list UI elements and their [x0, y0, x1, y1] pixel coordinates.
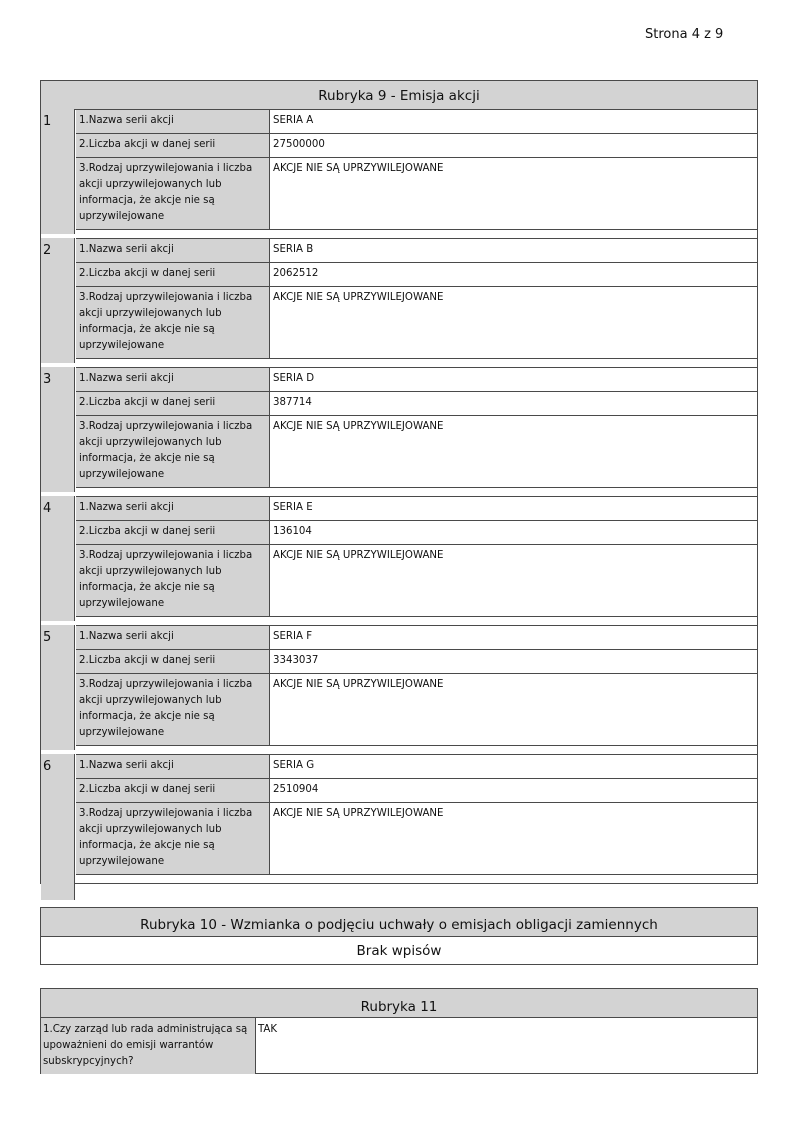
no-entries-text: Brak wpisów [356, 943, 442, 959]
field-value: 3343037 [273, 655, 319, 666]
field-value: 136104 [273, 526, 312, 537]
field-label: 3.Rodzaj uprzywilejowania i liczba akcji uprzywilejowanych lub informacja, że akcje nie są uprzywilejowane [76, 416, 270, 487]
field-label: 1.Nazwa serii akcji [76, 626, 270, 649]
share-series-group [41, 496, 757, 626]
section-title: Rubryka 11 [41, 989, 757, 1018]
field-label: 3.Rodzaj uprzywilejowania i liczba akcji uprzywilejowanych lub informacja, że akcje nie są uprzywilejowane [76, 803, 270, 874]
field-value: SERIA E [273, 502, 313, 513]
group-separator [76, 745, 757, 752]
group-number: 3 [41, 367, 75, 492]
field-row-name [76, 496, 757, 520]
group-number: 2 [41, 238, 75, 363]
field-row-privilege [76, 157, 757, 229]
field-row-name [76, 238, 757, 262]
field-label: 3.Rodzaj uprzywilejowania i liczba akcji uprzywilejowanych lub informacja, że akcje nie są uprzywilejowane [76, 287, 270, 358]
field-value: SERIA B [273, 244, 314, 255]
field-row-privilege [76, 286, 757, 358]
field-value: AKCJE NIE SĄ UPRZYWILEJOWANE [273, 808, 444, 819]
field-label: 2.Liczba akcji w danej serii [76, 521, 270, 544]
share-series-group [41, 109, 757, 239]
field-value: TAK [258, 1024, 278, 1035]
share-series-group [41, 367, 757, 497]
field-label: 3.Rodzaj uprzywilejowania i liczba akcji uprzywilejowanych lub informacja, że akcje nie są uprzywilejowane [76, 674, 270, 745]
field-label: 3.Rodzaj uprzywilejowania i liczba akcji uprzywilejowanych lub informacja, że akcje nie są uprzywilejowane [76, 158, 270, 229]
field-label: 1.Nazwa serii akcji [76, 239, 270, 262]
field-value: AKCJE NIE SĄ UPRZYWILEJOWANE [273, 679, 444, 690]
field-row-count [76, 778, 757, 802]
share-series-group [41, 754, 757, 884]
field-label: 2.Liczba akcji w danej serii [76, 263, 270, 286]
field-value: 387714 [273, 397, 312, 408]
rubryka-9-section [40, 80, 758, 884]
field-label: 1.Nazwa serii akcji [76, 368, 270, 391]
field-value: AKCJE NIE SĄ UPRZYWILEJOWANE [273, 421, 444, 432]
field-label: 2.Liczba akcji w danej serii [76, 392, 270, 415]
section-title: Rubryka 9 - Emisja akcji [41, 81, 757, 110]
group-separator [76, 874, 757, 881]
field-label: 2.Liczba akcji w danej serii [76, 134, 270, 157]
field-value: AKCJE NIE SĄ UPRZYWILEJOWANE [273, 550, 444, 561]
field-value: SERIA D [273, 373, 315, 384]
field-value: AKCJE NIE SĄ UPRZYWILEJOWANE [273, 292, 444, 303]
field-label: 1.Nazwa serii akcji [76, 755, 270, 778]
share-series-group [41, 625, 757, 755]
group-separator [76, 358, 757, 365]
rubryka-11-section [40, 988, 758, 1074]
field-value: SERIA G [273, 760, 315, 771]
field-row-privilege [76, 544, 757, 616]
field-label: 1.Nazwa serii akcji [76, 497, 270, 520]
field-row-privilege [76, 802, 757, 874]
field-value: AKCJE NIE SĄ UPRZYWILEJOWANE [273, 163, 444, 174]
share-series-group [41, 238, 757, 368]
field-value: SERIA A [273, 115, 314, 126]
field-label: 3.Rodzaj uprzywilejowania i liczba akcji uprzywilejowanych lub informacja, że akcje nie są uprzywilejowane [76, 545, 270, 616]
field-row-name [76, 367, 757, 391]
field-row-count [76, 391, 757, 415]
field-row-privilege [76, 673, 757, 745]
group-number: 6 [41, 754, 75, 900]
group-separator [76, 487, 757, 494]
field-label: 1.Czy zarząd lub rada administrująca są upoważnieni do emisji warrantów subskrypcyjnych? [41, 1018, 256, 1074]
rubryka-10-section [40, 907, 758, 965]
field-value: 27500000 [273, 139, 325, 150]
field-row-count [76, 649, 757, 673]
field-value: 2062512 [273, 268, 319, 279]
field-row-name [76, 625, 757, 649]
page-number: Strona 4 z 9 [645, 27, 724, 42]
field-row-name [76, 109, 757, 133]
group-number: 4 [41, 496, 75, 621]
field-row-count [76, 133, 757, 157]
field-row-count [76, 520, 757, 544]
field-value: SERIA F [273, 631, 313, 642]
field-label: 1.Nazwa serii akcji [76, 110, 270, 133]
field-label: 2.Liczba akcji w danej serii [76, 779, 270, 802]
field-row-count [76, 262, 757, 286]
field-row-privilege [76, 415, 757, 487]
group-number: 5 [41, 625, 75, 750]
section-title: Rubryka 10 - Wzmianka o podjęciu uchwały o emisjach obligacji zamiennych [41, 908, 757, 937]
field-row [41, 1018, 757, 1074]
field-label: 2.Liczba akcji w danej serii [76, 650, 270, 673]
field-value: 2510904 [273, 784, 319, 795]
group-separator [76, 616, 757, 623]
group-number: 1 [41, 109, 75, 234]
group-separator [76, 229, 757, 236]
field-row-name [76, 754, 757, 778]
